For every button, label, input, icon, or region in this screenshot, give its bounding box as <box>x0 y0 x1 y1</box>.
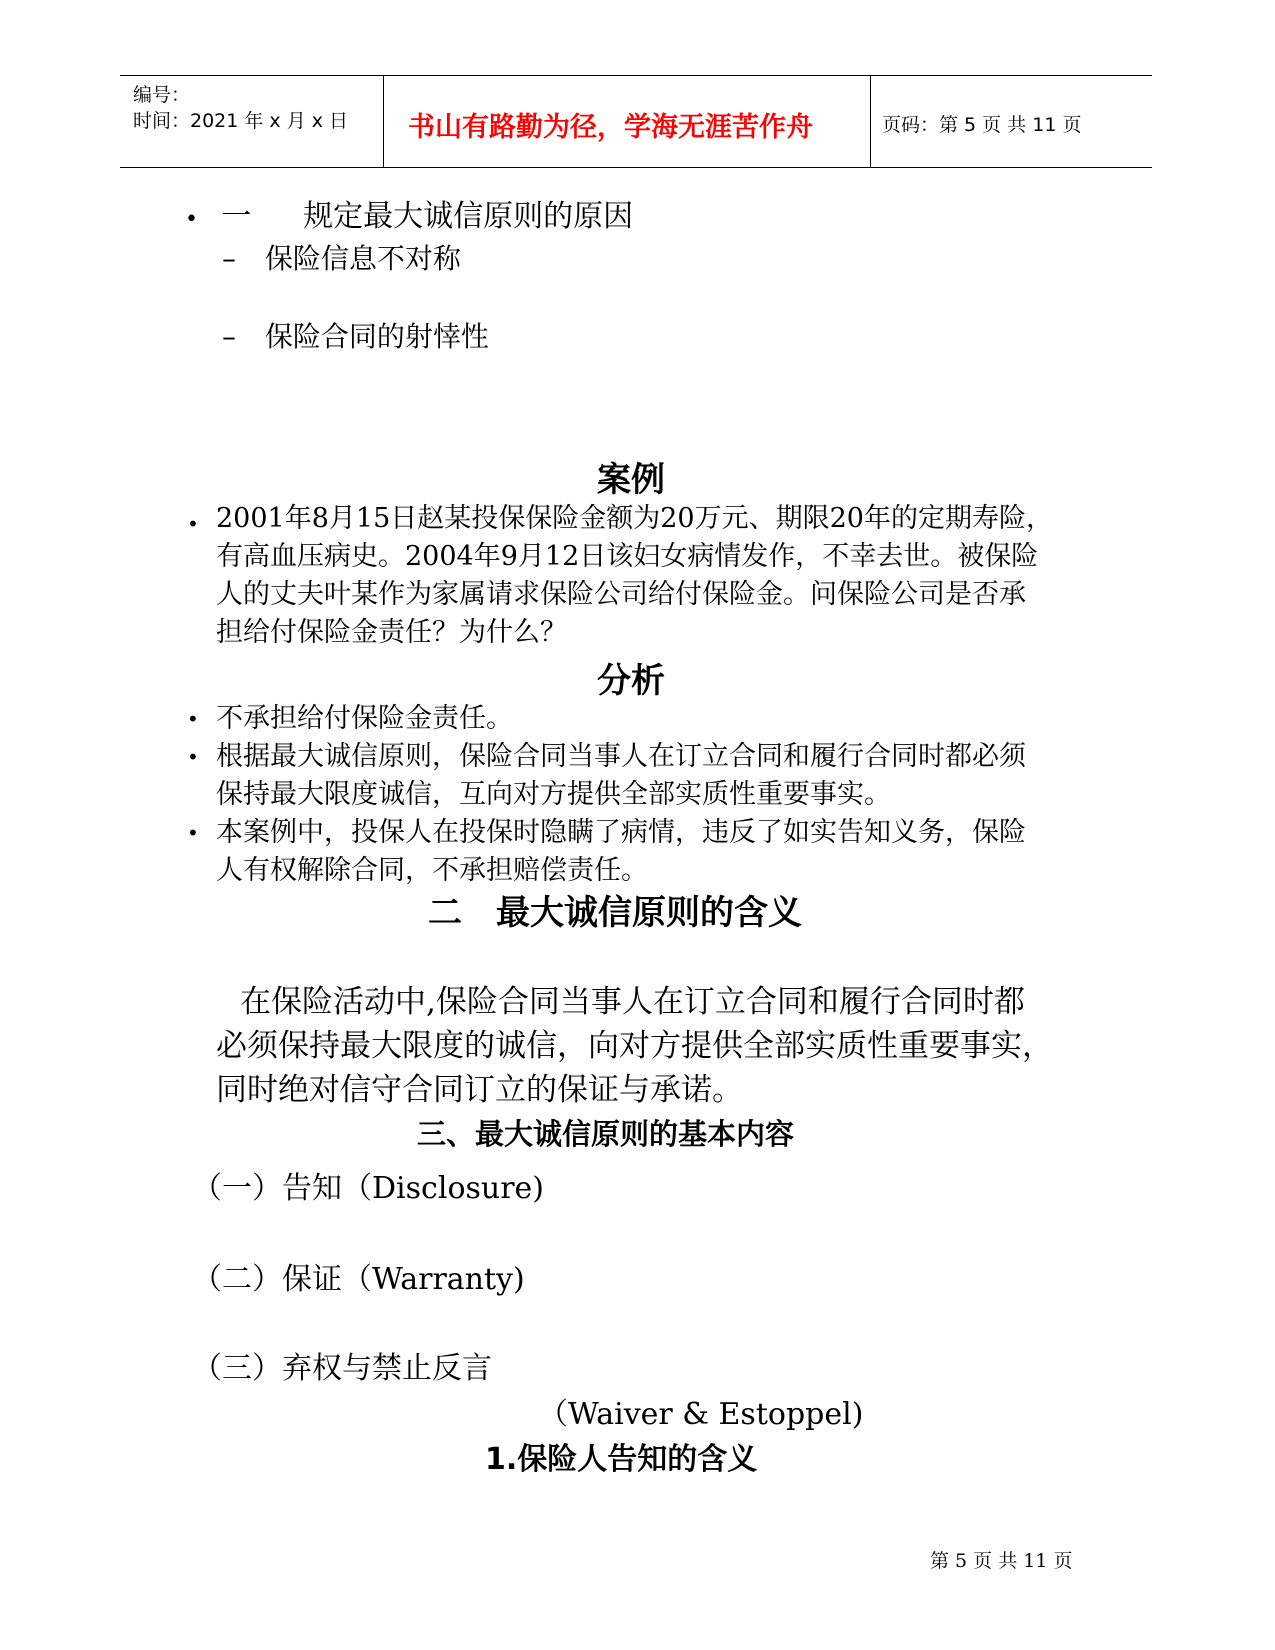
section1-item <box>222 240 461 278</box>
analysis-point <box>187 738 1026 814</box>
analysis-point <box>187 814 1026 890</box>
section1-item-label: 保险信息不对称 <box>264 242 461 275</box>
header-top-rule <box>120 75 1152 76</box>
header-motto: 书山有路勤为径，学海无涯苦作舟 <box>408 112 813 143</box>
case-text-line: 人的丈夫叶某作为家属请求保险公司给付保险金。问保险公司是否承 <box>216 579 1026 610</box>
section1-number: 一 <box>221 199 252 234</box>
section2-line: 必须保持最大限度的诚信，向对方提供全部实质性重要事实， <box>216 1028 1053 1064</box>
section1-title: 规定最大诚信原则的原因 <box>303 199 634 234</box>
header-divider-right <box>870 75 871 168</box>
bullet-icon: • <box>187 745 199 769</box>
section2-line: 同时绝对信守合同订立的保证与承诺。 <box>216 1072 743 1108</box>
header-page-info: 页码：第 5 页 共 11 页 <box>882 114 1082 136</box>
section2-paragraph <box>216 980 1053 1112</box>
analysis-point-line: 不承担给付保险金责任。 <box>216 703 513 734</box>
analysis-point-line: 根据最大诚信原则，保险合同当事人在订立合同和履行合同时都必须 <box>216 741 1026 772</box>
section1-line <box>185 198 633 239</box>
section1-item <box>222 318 489 356</box>
case-text <box>216 500 1053 652</box>
analysis-point-line: 本案例中，投保人在投保时隐瞒了病情，违反了如实告知义务，保险 <box>216 817 1026 848</box>
section3-item: （三）弃权与禁止反言 <box>192 1351 492 1386</box>
section3-item: （二）保证（Warranty) <box>192 1262 525 1297</box>
dash-icon: – <box>222 242 236 275</box>
subheading: 1.保险人告知的含义 <box>485 1442 758 1477</box>
case-heading: 案例 <box>597 460 665 500</box>
bullet-icon: • <box>187 512 199 536</box>
header-number-label: 编号： <box>133 84 191 106</box>
section2-heading: 二 最大诚信原则的含义 <box>428 893 802 933</box>
bullet-icon: • <box>187 707 199 731</box>
case-text-line: 担给付保险金责任？为什么？ <box>216 617 567 648</box>
bullet-icon: • <box>185 207 198 232</box>
page-footer: 第 5 页 共 11 页 <box>930 1550 1073 1572</box>
dash-icon: – <box>222 320 236 353</box>
section3-heading: 三、最大诚信原则的基本内容 <box>417 1117 795 1151</box>
header-time-label: 时间：2021 年 x 月 x 日 <box>133 110 349 132</box>
section3-sub: （Waiver & Estoppel) <box>538 1397 864 1432</box>
header-bottom-rule <box>120 167 1152 168</box>
analysis-heading: 分析 <box>597 661 665 701</box>
section3-item: （一）告知（Disclosure) <box>192 1171 545 1206</box>
section2-line: 在保险活动中,保险合同当事人在订立合同和履行合同时都 <box>240 984 1025 1020</box>
header-divider-left <box>383 75 384 168</box>
case-bullet <box>187 504 199 543</box>
analysis-point-line: 人有权解除合同，不承担赔偿责任。 <box>216 855 648 886</box>
section1-item-label: 保险合同的射悻性 <box>264 320 489 353</box>
analysis-point <box>187 700 1026 738</box>
case-text-line: 2001年8月15日赵某投保保险金额为20万元、期限20年的定期寿险， <box>216 503 1053 534</box>
analysis-points <box>187 700 1026 890</box>
case-text-line: 有高血压病史。2004年9月12日该妇女病情发作，不幸去世。被保险 <box>216 541 1039 572</box>
bullet-icon: • <box>187 821 199 845</box>
analysis-point-line: 保持最大限度诚信，互向对方提供全部实质性重要事实。 <box>216 779 891 810</box>
